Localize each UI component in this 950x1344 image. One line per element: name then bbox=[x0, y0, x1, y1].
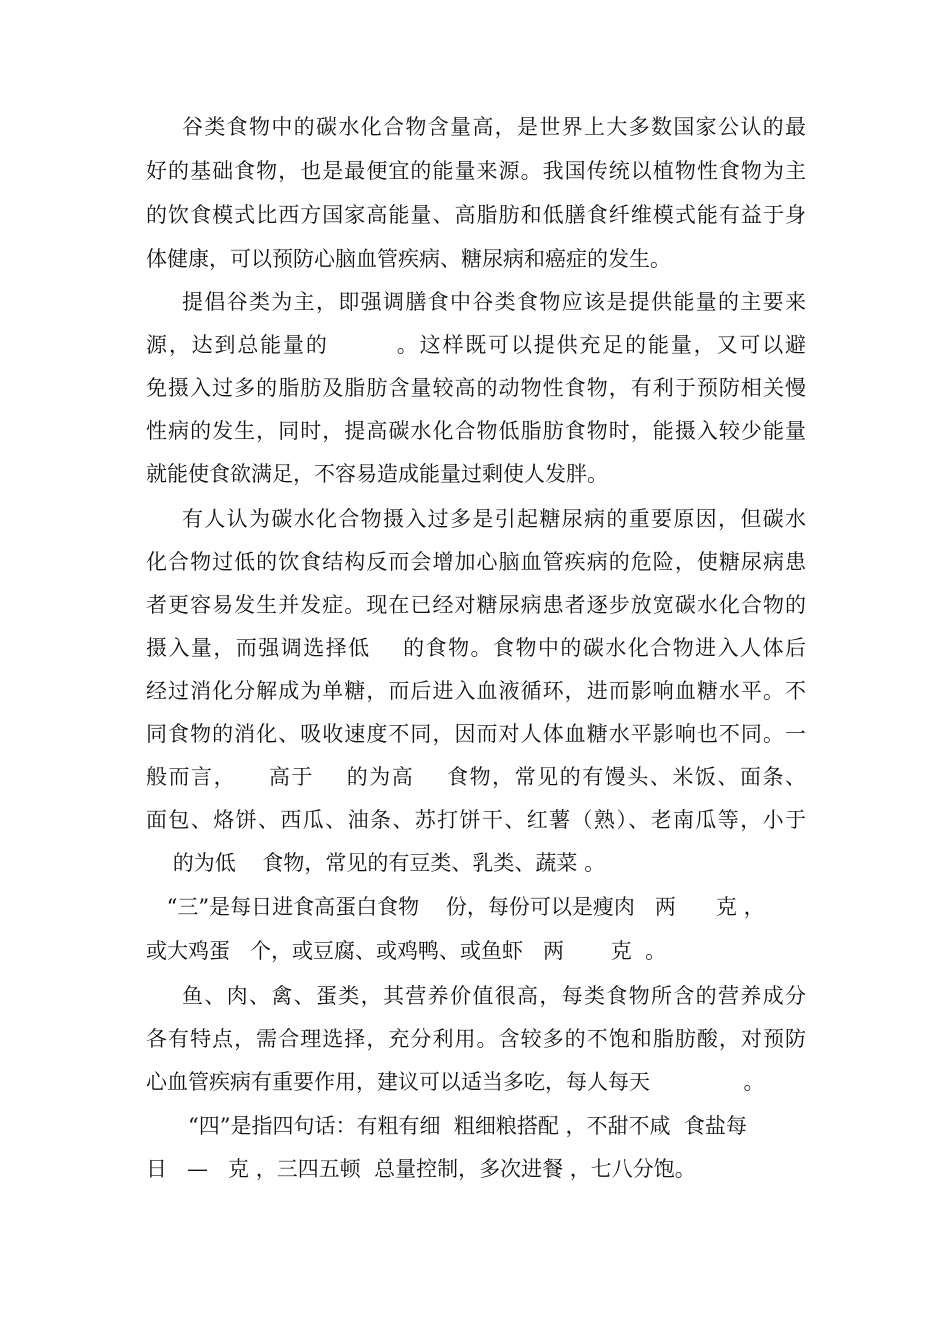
text-line: 性病的发生，同时，提高碳水化合物低脂肪食物时，能摄入较少能量 bbox=[146, 419, 806, 443]
text-line: 或大鸡蛋 个，或豆腐、或鸡鸭、或鱼虾 两 克 。 bbox=[146, 939, 667, 963]
text-line: 日 — 克 ，三四五顿 总量控制，多次进餐 ，七八分饱。 bbox=[146, 1157, 696, 1181]
text-line: “三”是每日进食高蛋白食物 份，每份可以是瘦肉 两 克 ， bbox=[160, 895, 765, 919]
text-line: 面包、烙饼、西瓜、油条、苏打饼干、红薯（熟）、老南瓜等，小于 bbox=[146, 808, 806, 832]
text-line: 的饮食模式比西方国家高能量、高脂肪和低膳食纤维模式能有益于身 bbox=[146, 203, 806, 227]
text-line: 提倡谷类为主，即强调膳食中谷类食物应该是提供能量的主要来 bbox=[182, 290, 806, 314]
text-line: 的为低 食物，常见的有豆类、乳类、蔬菜 。 bbox=[146, 851, 606, 875]
text-line: 谷类食物中的碳水化合物含量高，是世界上大多数国家公认的最 bbox=[182, 115, 806, 139]
text-line: 各有特点，需合理选择，充分利用。含较多的不饱和脂肪酸，对预防 bbox=[146, 1027, 806, 1051]
text-line: 免摄入过多的脂肪及脂肪含量较高的动物性食物，有利于预防相关慢 bbox=[146, 376, 806, 400]
text-line: 般而言， 高于 的为高 食物，常见的有馒头、米饭、面条、 bbox=[146, 765, 806, 789]
text-line: 同食物的消化、吸收速度不同，因而对人体血糖水平影响也不同。一 bbox=[146, 722, 806, 746]
text-line: 鱼、肉、禽、蛋类，其营养价值很高，每类食物所含的营养成分 bbox=[182, 984, 806, 1008]
text-line: “四”是指四句话：有粗有细 粗细粮搭配 ，不甜不咸 食盐每 bbox=[188, 1114, 747, 1138]
text-line: 就能使食欲满足，不容易造成能量过剩使人发胖。 bbox=[146, 462, 608, 486]
text-line: 者更容易发生并发症。现在已经对糖尿病患者逐步放宽碳水化合物的 bbox=[146, 593, 806, 617]
text-line: 体健康，可以预防心脑血管疾病、糖尿病和癌症的发生。 bbox=[146, 247, 671, 271]
text-line: 经过消化分解成为单糖，而后进入血液循环，进而影响血糖水平。不 bbox=[146, 679, 806, 703]
text-line: 心血管疾病有重要作用，建议可以适当多吃，每人每天 。 bbox=[146, 1070, 765, 1094]
text-line: 化合物过低的饮食结构反而会增加心脑血管疾病的危险，使糖尿病患 bbox=[146, 550, 806, 574]
text-line: 摄入量，而强调选择低 的食物。食物中的碳水化合物进入人体后 bbox=[146, 636, 806, 660]
text-line: 有人认为碳水化合物摄入过多是引起糖尿病的重要原因，但碳水 bbox=[182, 507, 806, 531]
text-line: 好的基础食物，也是最便宜的能量来源。我国传统以植物性食物为主 bbox=[146, 159, 806, 183]
text-line: 源，达到总能量的 。这样既可以提供充足的能量，又可以避 bbox=[146, 333, 806, 357]
